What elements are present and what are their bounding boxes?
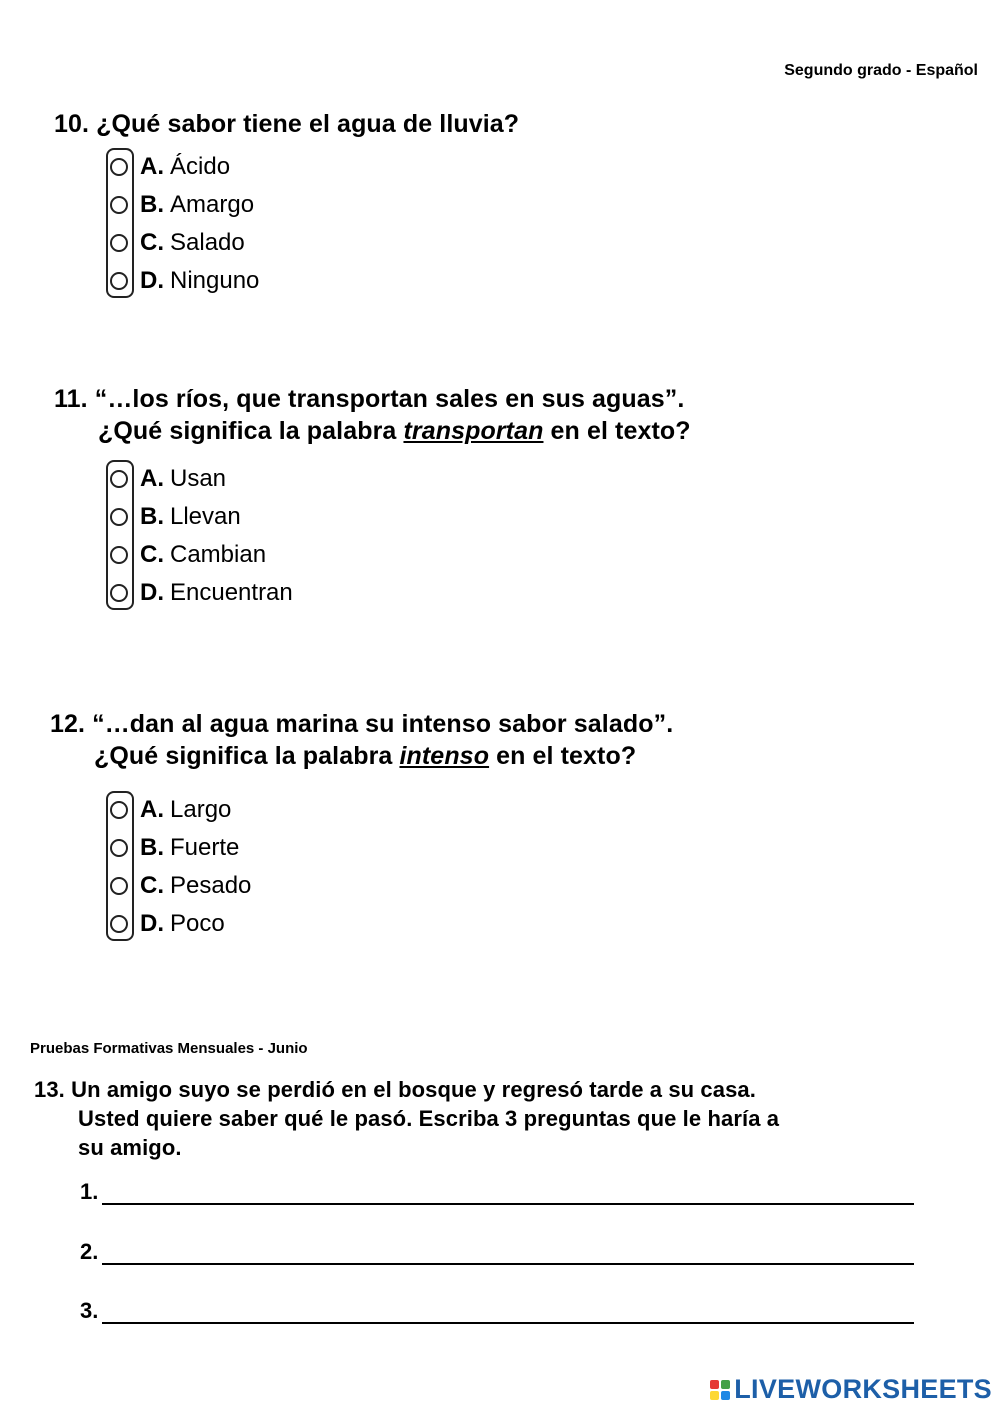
radio-button[interactable]: [110, 272, 128, 290]
answer-input-1[interactable]: [102, 1175, 914, 1205]
radio-button[interactable]: [110, 839, 128, 857]
radio-button[interactable]: [110, 196, 128, 214]
footer-label: Pruebas Formativas Mensuales - Junio: [30, 1040, 308, 1057]
question-number: 12.: [50, 710, 86, 738]
question-quote: “…los ríos, que transportan sales en sus aguas”.: [94, 385, 685, 413]
answer-input-2[interactable]: [102, 1235, 914, 1265]
question-number: 13.: [34, 1077, 65, 1102]
option-q11-c[interactable]: C. Cambian: [110, 538, 266, 572]
option-q11-b[interactable]: B. Llevan: [110, 500, 241, 534]
keyword: intenso: [399, 742, 490, 770]
question-number: 11.: [54, 385, 88, 413]
option-q10-b[interactable]: B. Amargo: [110, 188, 254, 222]
question-text-line2: Usted quiere saber qué le pasó. Escriba 3 preguntas que le haría a: [78, 1106, 780, 1131]
option-q10-c[interactable]: C. Salado: [110, 226, 245, 260]
question-11: [54, 383, 691, 447]
question-prompt: ¿Qué significa la palabra: [94, 742, 400, 770]
answer-row-1: [80, 1175, 914, 1205]
liveworksheets-logo: [710, 1374, 992, 1405]
question-text-line3: su amigo.: [78, 1135, 182, 1160]
option-q11-a[interactable]: A. Usan: [110, 462, 226, 496]
option-q11-d[interactable]: D. Encuentran: [110, 576, 293, 610]
keyword: transportan: [403, 417, 544, 445]
answer-input-3[interactable]: [102, 1294, 914, 1324]
question-text: Un amigo suyo se perdió en el bosque y regresó tarde a su casa.: [71, 1077, 756, 1102]
radio-button[interactable]: [110, 877, 128, 895]
option-q12-d[interactable]: D. Poco: [110, 907, 225, 941]
option-q12-c[interactable]: C. Pesado: [110, 869, 251, 903]
liveworksheets-mark-icon: [710, 1380, 730, 1400]
radio-button[interactable]: [110, 546, 128, 564]
question-prompt-end: en el texto?: [543, 417, 691, 445]
question-prompt: ¿Qué significa la palabra: [98, 417, 404, 445]
radio-button[interactable]: [110, 158, 128, 176]
page-header-subject: Segundo grado - Español: [784, 62, 978, 79]
answer-row-3: [80, 1294, 914, 1324]
radio-button[interactable]: [110, 584, 128, 602]
logo-text: LIVEWORKSHEETS: [734, 1374, 992, 1404]
option-q12-a[interactable]: A. Largo: [110, 793, 231, 827]
answer-number: 2.: [80, 1239, 99, 1264]
question-quote: “…dan al agua marina su intenso sabor salado”.: [92, 710, 674, 738]
answer-number: 3.: [80, 1298, 99, 1323]
question-13: [34, 1075, 779, 1162]
question-text: ¿Qué sabor tiene el agua de lluvia?: [96, 110, 520, 138]
radio-button[interactable]: [110, 915, 128, 933]
radio-button[interactable]: [110, 234, 128, 252]
question-number: 10.: [54, 110, 90, 138]
answer-number: 1.: [80, 1179, 99, 1204]
radio-button[interactable]: [110, 801, 128, 819]
question-prompt-end: en el texto?: [489, 742, 637, 770]
radio-button[interactable]: [110, 470, 128, 488]
option-q12-b[interactable]: B. Fuerte: [110, 831, 239, 865]
option-q10-a[interactable]: A. Ácido: [110, 150, 230, 184]
question-12: [50, 708, 673, 772]
radio-button[interactable]: [110, 508, 128, 526]
question-10: [54, 108, 519, 140]
answer-row-2: [80, 1235, 914, 1265]
option-q10-d[interactable]: D. Ninguno: [110, 264, 259, 298]
